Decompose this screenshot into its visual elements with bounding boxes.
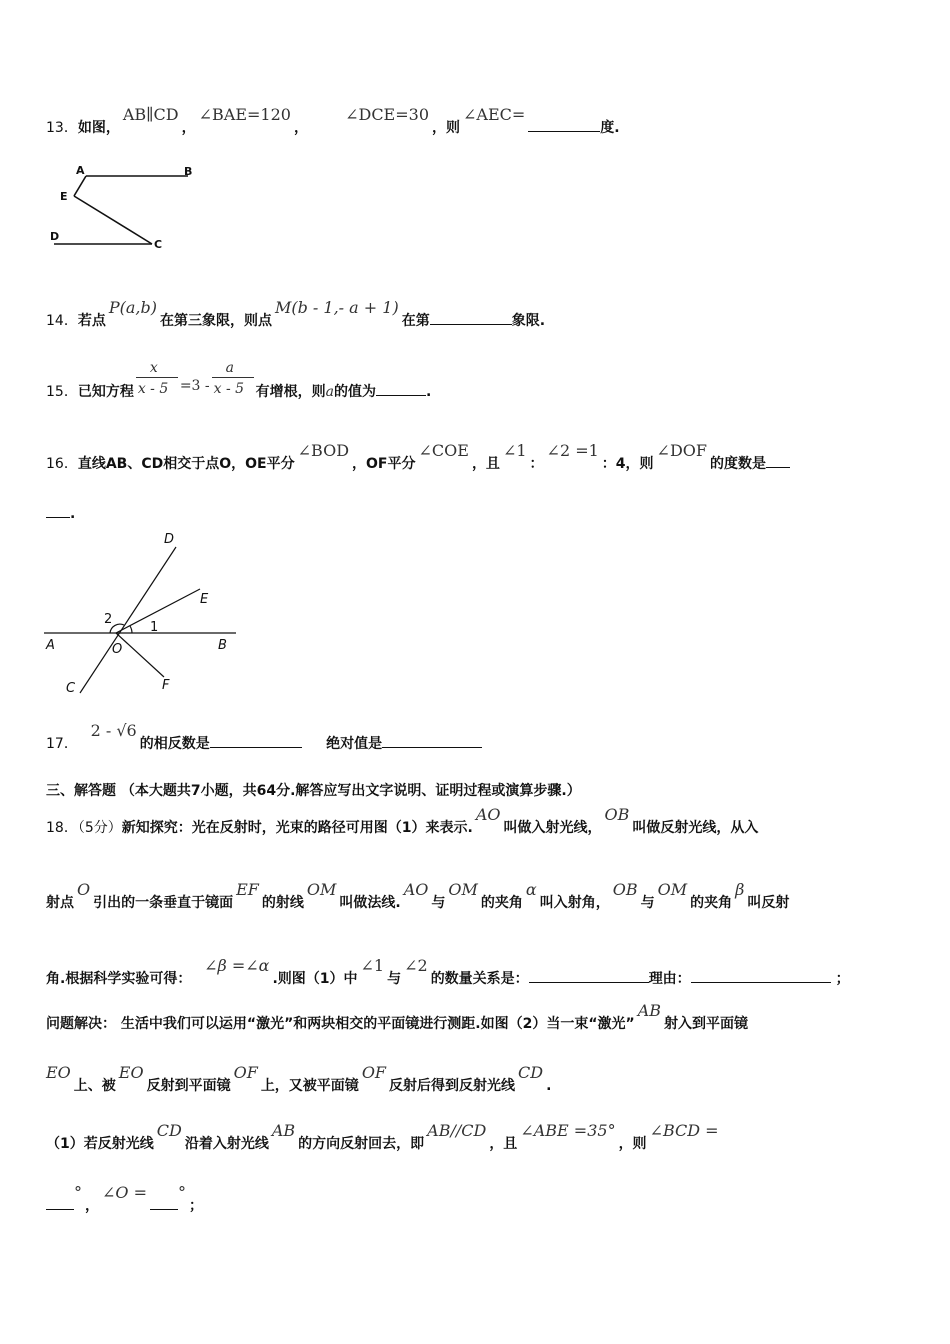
answer-blank — [210, 746, 302, 748]
label-o: O — [112, 642, 123, 657]
segment-ec — [74, 196, 152, 244]
label-e: E — [60, 190, 68, 203]
q16-math-angle2: ∠2 =1 — [546, 441, 599, 460]
answer-blank — [376, 394, 426, 396]
answer-blank — [691, 981, 831, 983]
question-15: 15．已知方程 $\frac{x}{x - 5}$ =3 - $\frac{a}{x - 5}$ 有增根，则a的值为 . — [46, 360, 432, 400]
answer-blank — [46, 516, 70, 518]
q16-math-bod: ∠BOD — [297, 441, 350, 460]
q15-number: 15． — [46, 384, 78, 400]
question-18-line-6: （1）若反射光线CD沿着入射光线AB的方向反射回去，即AB//CD，且∠ABE =35°，则∠BCD = — [46, 1121, 719, 1152]
answer-blank — [766, 466, 790, 468]
arc-angle-1 — [130, 626, 132, 633]
question-16-continued: . — [46, 506, 910, 522]
question-17: 17． 2 - √6的相反数是 绝对值是 — [46, 733, 910, 753]
question-13: 13．如图，AB∥CD，∠BAE=120， ∠DCE=30，则∠AEC=度. — [46, 105, 620, 136]
label-1: 1 — [150, 620, 159, 635]
q16-math-dof: ∠DOF — [656, 441, 707, 460]
segment-ae — [74, 176, 86, 196]
label-2: 2 — [104, 612, 113, 627]
ray-of — [116, 633, 164, 677]
q15-fraction-x: $\frac{x}{x - 5}$ — [134, 382, 180, 396]
q13-figure — [46, 160, 206, 255]
q13-math-dce: ∠DCE=30 — [345, 105, 429, 124]
q16-number: 16． — [46, 456, 78, 472]
q16-math-angle1: ∠1 — [502, 441, 527, 460]
q16-math-coe: ∠COE — [418, 441, 469, 460]
label-a: A — [76, 164, 85, 177]
answer-blank — [150, 1208, 178, 1210]
label-d: D — [50, 230, 60, 243]
answer-blank — [382, 746, 482, 748]
label-b: B — [184, 165, 193, 178]
label-d: D — [164, 532, 175, 547]
section-heading: 三、解答题 （本大题共7小题，共64分.解答应写出文字说明、证明过程或演算步骤.） — [46, 783, 581, 799]
answer-blank — [529, 981, 649, 983]
q18-number: 18． — [46, 820, 78, 836]
label-b: B — [218, 638, 227, 653]
q14-math-m: M(b - 1,- a + 1) — [274, 298, 399, 317]
q14-math-p: P(a,b) — [108, 298, 157, 317]
question-18-line-4: 问题解决： 生活中我们可以运用“激光”和两块相交的平面镜进行测距.如图（2）当一束“激光”AB射入到平面镜 — [46, 1001, 749, 1032]
label-c: C — [154, 238, 163, 251]
q13-math-parallel: AB∥CD — [122, 105, 179, 124]
question-18-line-1: 18．（5分）新知探究：光在反射时，光束的路径可用图（1）来表示.AO叫做入射光线，OB叫做反射光线，从入 — [46, 805, 759, 836]
question-16: 16．直线AB、CD相交于点O，OE平分∠BOD，OF平分∠COE，且∠1：∠2 =1：4，则∠DOF的度数是 — [46, 453, 910, 473]
line-cd — [80, 547, 176, 693]
answer-blank — [46, 1208, 74, 1210]
label-a: A — [46, 638, 55, 653]
q17-math: 2 - √6 — [90, 721, 137, 740]
label-c: C — [66, 681, 76, 696]
q13-math-aec: ∠AEC= — [463, 105, 526, 124]
answer-blank — [528, 130, 600, 132]
question-18-line-2: 射点O引出的一条垂直于镜面EF的射线OM叫做法线.AO与OM的夹角α叫入射角，OB与OM的夹角β叫反射 — [46, 880, 790, 911]
q14-number: 14． — [46, 313, 78, 329]
question-14: 14．若点P(a,b)在第三象限，则点M(b - 1,- a + 1)在第 象限. — [46, 298, 546, 329]
q16-figure — [40, 525, 250, 700]
question-18-line-7: °，∠O = °； — [46, 1195, 910, 1215]
q13-number: 13． — [46, 120, 78, 136]
question-18-line-5: EO上、被EO反射到平面镜OF上，又被平面镜OF反射后得到反射光线CD. — [46, 1063, 552, 1094]
answer-blank — [430, 323, 512, 325]
label-e: E — [200, 592, 209, 607]
question-18-line-3: 角.根据科学实验可得： ∠β =∠α.则图（1）中∠1与∠2的数量关系是： 理由： ； — [46, 956, 850, 987]
q15-fraction-a: $\frac{a}{x - 5}$ — [210, 382, 256, 396]
q17-number: 17． — [46, 736, 78, 752]
q13-math-bae: ∠BAE=120 — [198, 105, 291, 124]
label-f: F — [162, 678, 170, 693]
